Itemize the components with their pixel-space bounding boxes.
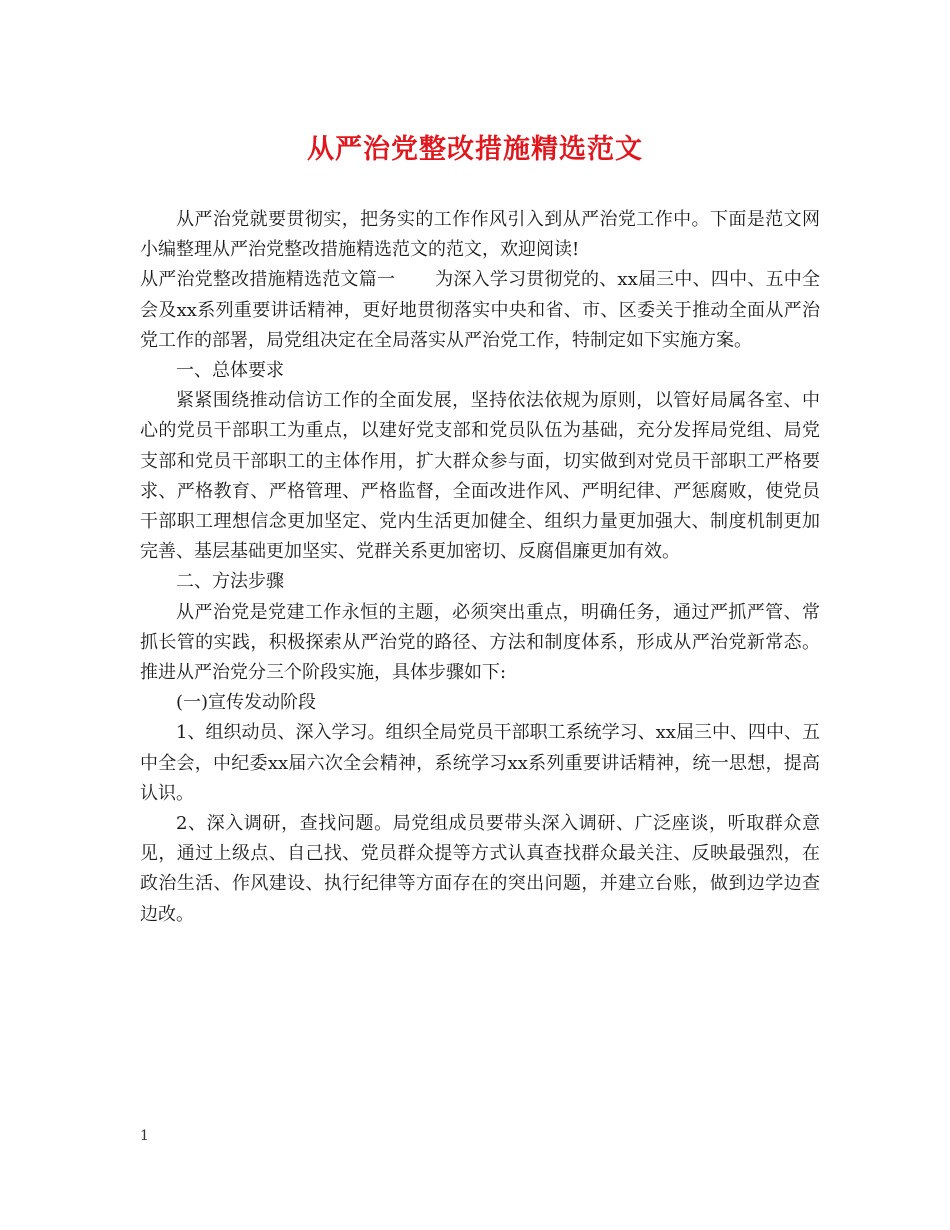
stage-one-item-2: 2、深入调研，查找问题。局党组成员要带头深入调研、广泛座谈，听取群众意见，通过上级点、自己找、党员群众提等方式认真查找群众最关注、反映最强烈，在政治生活、作风建设、执行纪律等方面存在的突出问题，并建立台账，做到边学边查边改。 <box>140 813 820 925</box>
section-heading: 从严治党整改措施精选范文篇一 <box>140 269 396 291</box>
section-paragraph <box>140 265 820 356</box>
document-body <box>140 205 820 930</box>
general-requirements-paragraph: 紧紧围绕推动信访工作的全面发展，坚持依法依规为原则，以管好局属各室、中心的党员干部职工为重点，以建好党支部和党员队伍为基础，充分发挥局党组、局党支部和党员干部职工的主体作用，扩大群众参与面，切实做到对党员干部职工严格要求、严格教育、严格管理、严格监督，全面改进作风、严明纪律、严惩腐败，使党员干部职工理想信念更加坚定、党内生活更加健全、组织力量更加强大、制度机制更加完善、基层基础更加坚实、党群关系更加密切、反腐倡廉更加有效。 <box>140 390 820 563</box>
heading-stage-one: (一)宣传发动阶段 <box>176 692 317 714</box>
stage-one-item-1: 1、组织动员、深入学习。组织全局党员干部职工系统学习、xx届三中、四中、五中全会，中纪委xx届六次全会精神，系统学习xx系列重要讲话精神，统一思想，提高认识。 <box>140 722 820 804</box>
heading-method-steps: 二、方法步骤 <box>176 571 284 593</box>
heading-general-requirements: 一、总体要求 <box>176 360 284 382</box>
intro-paragraph: 从严治党就要贯彻实，把务实的工作作风引入到从严治党工作中。下面是范文网小编整理从严治党整改措施精选范文的范文，欢迎阅读! <box>140 209 820 261</box>
page-number: 1 <box>140 1128 149 1144</box>
section-paragraph-text: 为深入学习贯彻党的、xx届三中、四中、五中全会及xx系列重要讲话精神，更好地贯彻落实中央和省、市、区委关于推动全面从严治党工作的部署，局党组决定在全局落实从严治党工作，特制定如下实施方案。 <box>140 269 820 351</box>
document-title: 从严治党整改措施精选范文 <box>307 134 643 165</box>
method-steps-paragraph: 从严治党是党建工作永恒的主题，必须突出重点，明确任务，通过严抓严管、常抓长管的实践，积极探索从严治党的路径、方法和制度体系，形成从严治党新常态。推进从严治党分三个阶段实施，具体步骤如下: <box>140 601 820 684</box>
